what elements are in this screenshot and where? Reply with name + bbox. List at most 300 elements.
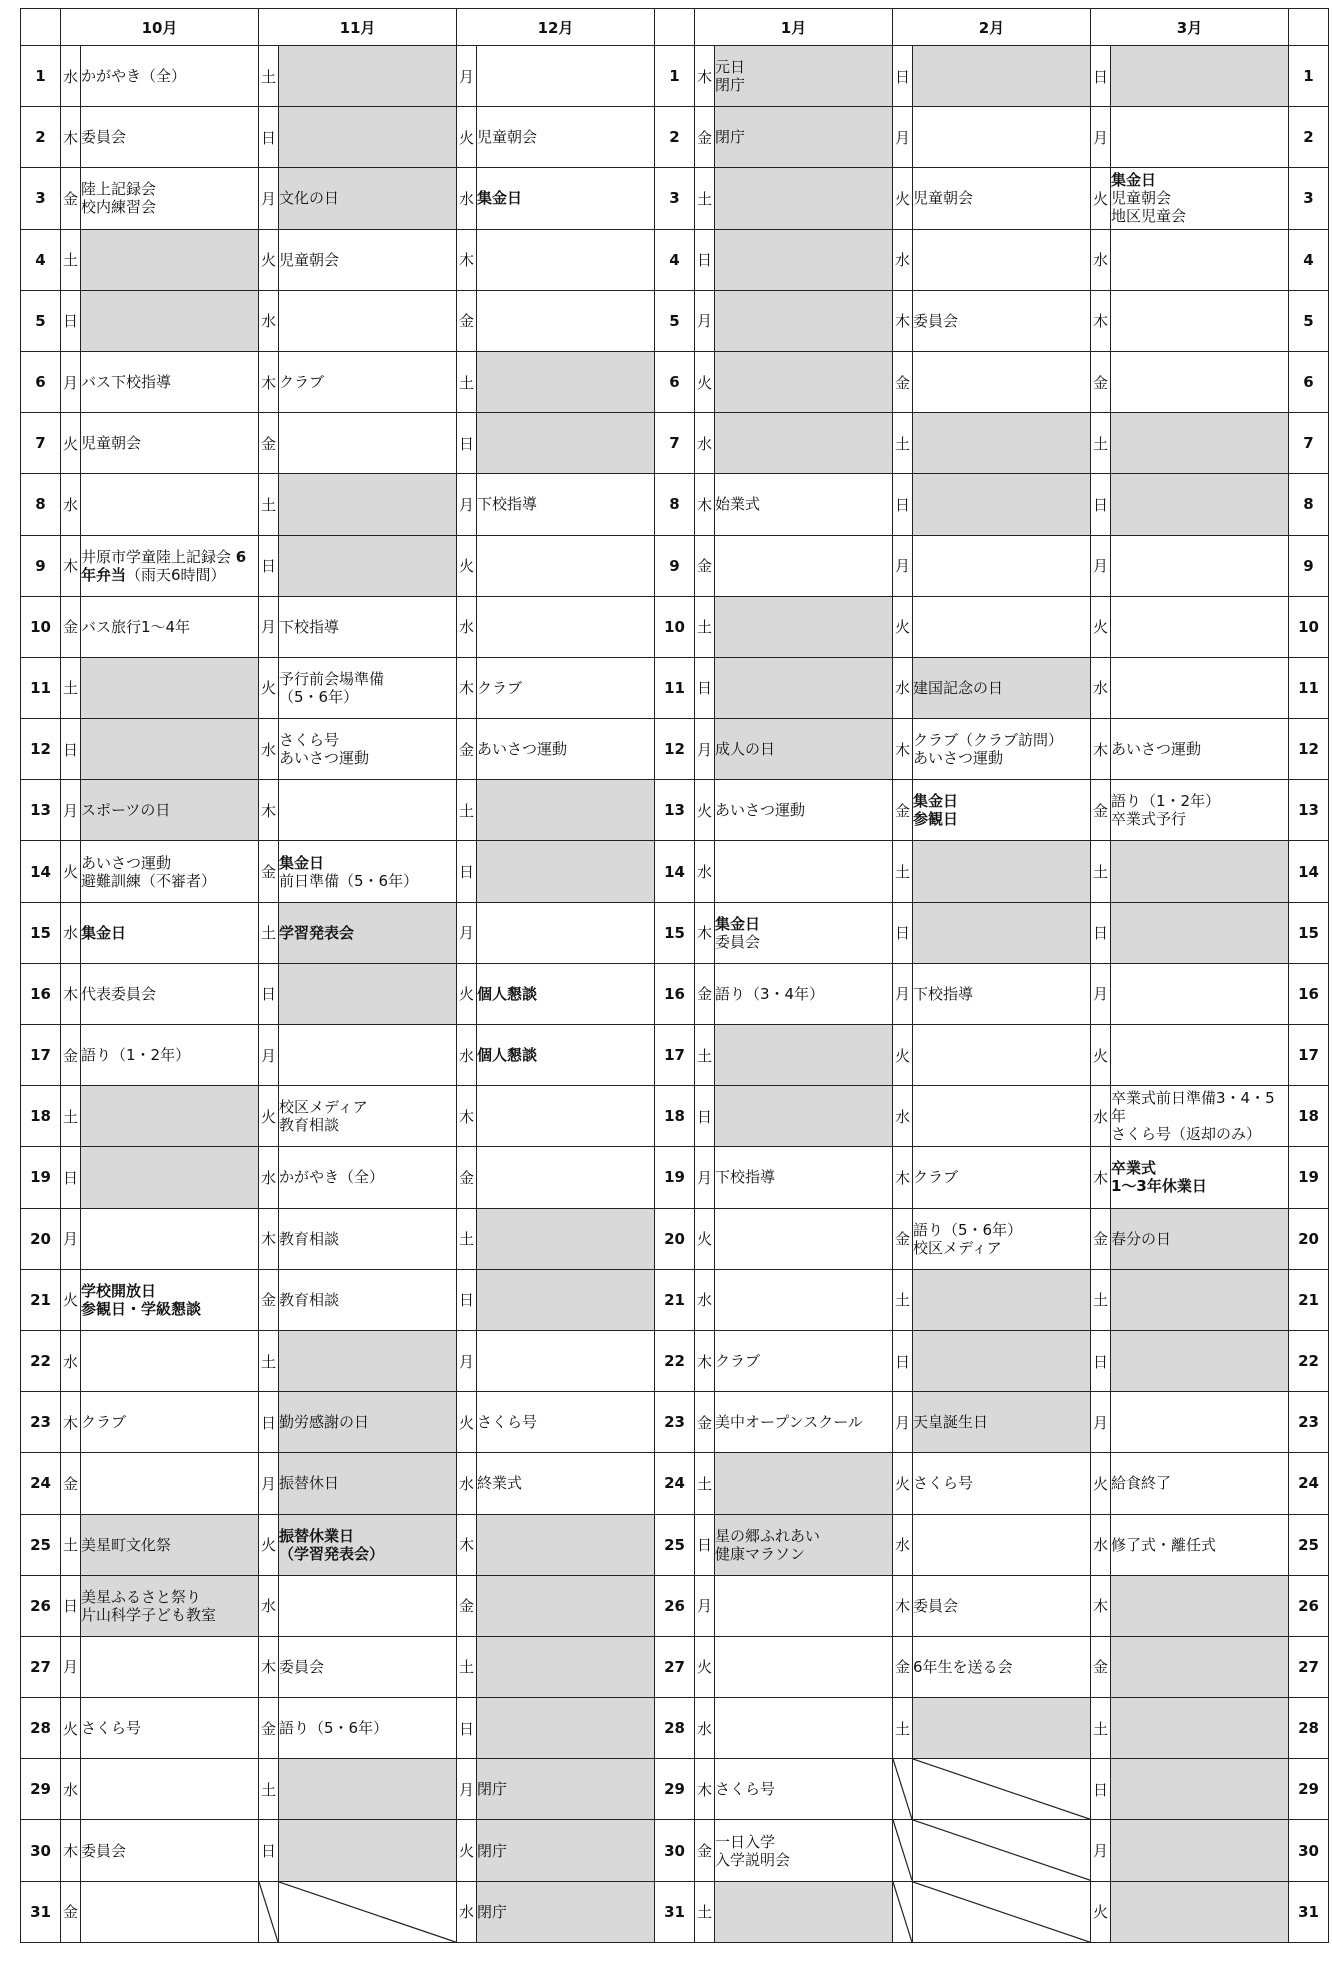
event-text: クラブ	[279, 373, 325, 392]
event-line	[715, 58, 892, 76]
calendar-row	[21, 780, 1329, 841]
weekday: 日	[457, 1698, 477, 1759]
day-events	[913, 46, 1091, 107]
calendar-row	[21, 1514, 1329, 1575]
no-date-strike	[893, 1882, 912, 1942]
day-number: 8	[655, 474, 695, 535]
day-number: 22	[655, 1330, 695, 1391]
day-number: 13	[21, 780, 61, 841]
event-line	[715, 1780, 892, 1798]
weekday: 金	[893, 1208, 913, 1269]
weekday: 木	[695, 1759, 715, 1820]
day-number: 31	[21, 1881, 61, 1942]
day-events	[81, 1881, 259, 1942]
event-line	[715, 495, 892, 513]
event-line	[279, 1658, 456, 1676]
weekday: 金	[457, 1147, 477, 1208]
event-text: さくら号	[477, 1413, 538, 1432]
weekday: 月	[457, 1759, 477, 1820]
day-events	[279, 719, 457, 780]
day-events	[913, 1575, 1091, 1636]
weekday: 土	[695, 168, 715, 229]
weekday: 水	[893, 657, 913, 718]
strike-line	[893, 1820, 912, 1880]
event-text: 教育相談	[279, 1116, 340, 1135]
day-number: 22	[1289, 1330, 1329, 1391]
event-text: 陸上記録会	[81, 180, 157, 199]
day-events	[913, 1392, 1091, 1453]
day-events	[81, 1392, 259, 1453]
day-number: 23	[1289, 1392, 1329, 1453]
day-events	[477, 596, 655, 657]
day-events	[81, 657, 259, 718]
event-text: 閉庁	[715, 76, 746, 95]
weekday: 土	[893, 413, 913, 474]
event-text: 児童朝会	[81, 434, 142, 453]
day-events	[1111, 963, 1289, 1024]
event-text: 下校指導	[715, 1168, 776, 1187]
calendar-row	[21, 657, 1329, 718]
weekday: 水	[61, 46, 81, 107]
weekday: 金	[695, 1820, 715, 1881]
event-text: あいさつ運動	[913, 749, 1004, 768]
weekday: 金	[61, 1025, 81, 1086]
weekday: 日	[695, 657, 715, 718]
day-number: 13	[1289, 780, 1329, 841]
day-events	[477, 107, 655, 168]
event-line	[81, 198, 258, 216]
event-text: 閉庁	[477, 1780, 508, 1799]
day-events	[279, 1514, 457, 1575]
day-events	[1111, 107, 1289, 168]
event-line	[279, 872, 456, 890]
day-events	[715, 1392, 893, 1453]
weekday: 金	[1091, 1208, 1111, 1269]
day-events	[913, 1086, 1091, 1147]
day-events	[715, 1453, 893, 1514]
weekday: 火	[695, 351, 715, 412]
weekday: 水	[695, 841, 715, 902]
event-line	[477, 1780, 654, 1798]
weekday: 水	[61, 1330, 81, 1391]
calendar-row	[21, 1086, 1329, 1147]
weekday: 金	[1091, 780, 1111, 841]
event-line	[715, 1851, 892, 1869]
header-corner	[655, 9, 695, 46]
day-number: 16	[21, 963, 61, 1024]
event-line	[279, 731, 456, 749]
weekday: 土	[1091, 1698, 1111, 1759]
weekday: 木	[695, 474, 715, 535]
event-line	[715, 933, 892, 951]
day-events	[715, 1086, 893, 1147]
event-text: 学校開放日	[81, 1281, 157, 1300]
event-text: 成人の日	[715, 740, 776, 759]
weekday: 土	[695, 1025, 715, 1086]
day-number: 9	[1289, 535, 1329, 596]
day-events	[279, 168, 457, 229]
day-events	[279, 1759, 457, 1820]
event-line	[1111, 171, 1288, 189]
event-line	[715, 985, 892, 1003]
day-events	[81, 229, 259, 290]
weekday: 金	[893, 780, 913, 841]
no-date-weekday	[259, 1881, 279, 1942]
event-line	[81, 1046, 258, 1064]
day-events	[715, 1636, 893, 1697]
event-line	[279, 189, 456, 207]
day-events	[715, 841, 893, 902]
day-events	[81, 1025, 259, 1086]
event-line	[1111, 1474, 1288, 1492]
event-text: 委員会	[81, 1841, 127, 1860]
day-events	[477, 1453, 655, 1514]
day-events	[1111, 780, 1289, 841]
weekday: 月	[61, 1636, 81, 1697]
event-line	[81, 872, 258, 890]
no-date-weekday	[893, 1759, 913, 1820]
day-events	[913, 229, 1091, 290]
event-text: 1～3年休業日	[1111, 1177, 1207, 1196]
event-text: 委員会	[81, 128, 127, 147]
no-date-strike	[893, 1759, 912, 1819]
weekday: 金	[695, 107, 715, 168]
weekday: 日	[1091, 902, 1111, 963]
event-text: 美星ふるさと祭り	[81, 1587, 202, 1606]
day-events	[477, 535, 655, 596]
day-events	[81, 1453, 259, 1514]
day-events	[913, 1025, 1091, 1086]
day-number: 11	[1289, 657, 1329, 718]
day-events	[477, 963, 655, 1024]
weekday: 火	[457, 535, 477, 596]
day-events	[279, 1269, 457, 1330]
day-events	[913, 290, 1091, 351]
weekday: 日	[259, 107, 279, 168]
weekday: 木	[61, 1820, 81, 1881]
weekday: 日	[1091, 1330, 1111, 1391]
strike-line	[893, 1759, 912, 1819]
weekday: 土	[61, 1086, 81, 1147]
event-line	[1111, 189, 1288, 207]
day-events	[81, 1269, 259, 1330]
day-number: 21	[21, 1269, 61, 1330]
event-text: 卒業式	[1111, 1159, 1157, 1178]
day-events	[279, 1453, 457, 1514]
day-events	[913, 168, 1091, 229]
day-number: 2	[1289, 107, 1329, 168]
event-text: （雨天6時間）	[126, 565, 226, 584]
day-events	[1111, 596, 1289, 657]
day-number: 25	[1289, 1514, 1329, 1575]
event-line	[279, 924, 456, 942]
weekday: 日	[695, 1086, 715, 1147]
event-line	[81, 1842, 258, 1860]
event-line	[279, 1474, 456, 1492]
no-date-weekday	[893, 1820, 913, 1881]
weekday: 日	[457, 1269, 477, 1330]
event-text: 閉庁	[477, 1902, 508, 1921]
day-events	[81, 841, 259, 902]
day-events	[477, 780, 655, 841]
day-events	[477, 1086, 655, 1147]
event-text: 集金日	[477, 189, 523, 208]
day-events	[477, 1330, 655, 1391]
day-events	[913, 1269, 1091, 1330]
event-text: 元日	[715, 58, 746, 77]
day-events	[1111, 1575, 1289, 1636]
day-events	[715, 719, 893, 780]
weekday: 日	[259, 535, 279, 596]
day-number: 17	[655, 1025, 695, 1086]
event-text: 校区メディア	[913, 1238, 1002, 1257]
weekday: 月	[1091, 535, 1111, 596]
day-events	[1111, 168, 1289, 229]
event-line	[913, 312, 1090, 330]
day-events	[279, 351, 457, 412]
event-line	[715, 740, 892, 758]
day-number: 29	[655, 1759, 695, 1820]
day-number: 28	[1289, 1698, 1329, 1759]
weekday: 金	[61, 596, 81, 657]
day-events	[477, 1636, 655, 1697]
weekday: 木	[61, 107, 81, 168]
event-line	[1111, 792, 1288, 810]
day-number: 12	[1289, 719, 1329, 780]
day-events	[913, 780, 1091, 841]
day-number: 31	[655, 1881, 695, 1942]
event-text: 語り（1・2年）	[81, 1046, 191, 1065]
day-events	[477, 841, 655, 902]
no-date-strike	[913, 1882, 1090, 1942]
no-date-events	[913, 1820, 1091, 1881]
event-text: 一日入学	[715, 1832, 776, 1851]
event-text: 入学説明会	[715, 1850, 791, 1869]
weekday: 水	[1091, 1514, 1111, 1575]
day-number: 15	[1289, 902, 1329, 963]
weekday: 金	[695, 963, 715, 1024]
weekday: 土	[457, 351, 477, 412]
event-line	[913, 1597, 1090, 1615]
weekday: 日	[259, 963, 279, 1024]
event-line	[81, 1282, 258, 1300]
event-line	[1111, 1177, 1288, 1195]
event-line	[279, 1291, 456, 1309]
event-text: さくら号	[913, 1474, 974, 1493]
event-text: 個人懇談	[477, 984, 538, 1003]
event-text: 振替休日	[279, 1474, 340, 1493]
event-text: バス下校指導	[81, 373, 172, 392]
weekday: 金	[695, 1392, 715, 1453]
weekday: 木	[61, 1392, 81, 1453]
day-number: 14	[21, 841, 61, 902]
event-text: 校内練習会	[81, 198, 157, 217]
day-number: 18	[21, 1086, 61, 1147]
event-text: 健康マラソン	[715, 1544, 806, 1563]
event-line	[279, 1116, 456, 1134]
day-events	[715, 596, 893, 657]
weekday: 火	[259, 1086, 279, 1147]
weekday: 土	[259, 902, 279, 963]
event-text: さくら号	[279, 731, 340, 750]
event-line	[477, 1413, 654, 1431]
weekday: 日	[1091, 46, 1111, 107]
weekday: 木	[893, 1147, 913, 1208]
day-events	[715, 168, 893, 229]
event-text: 修了式・離任式	[1111, 1535, 1217, 1554]
event-line	[81, 801, 258, 819]
calendar-row	[21, 1636, 1329, 1697]
day-events	[81, 596, 259, 657]
weekday: 月	[695, 719, 715, 780]
event-line	[81, 373, 258, 391]
weekday: 木	[893, 290, 913, 351]
day-events	[279, 1025, 457, 1086]
weekday: 日	[893, 46, 913, 107]
weekday: 木	[259, 1636, 279, 1697]
weekday: 火	[893, 596, 913, 657]
day-events	[1111, 1636, 1289, 1697]
day-events	[1111, 1208, 1289, 1269]
event-text: 集金日	[715, 914, 761, 933]
event-line	[81, 854, 258, 872]
event-line	[81, 548, 258, 584]
event-text: 参観日・学級懇談	[81, 1299, 202, 1318]
day-events	[81, 1147, 259, 1208]
day-events	[81, 1698, 259, 1759]
event-line	[81, 1300, 258, 1318]
event-text: 勤労感謝の日	[279, 1413, 370, 1432]
weekday: 火	[1091, 596, 1111, 657]
weekday: 木	[1091, 1575, 1111, 1636]
event-text: あいさつ運動	[477, 740, 568, 759]
weekday: 水	[259, 1147, 279, 1208]
strike-line	[259, 1882, 278, 1942]
event-text: 給食終了	[1111, 1474, 1172, 1493]
calendar-table	[20, 8, 1329, 1943]
day-number: 19	[21, 1147, 61, 1208]
event-line	[279, 1098, 456, 1116]
event-text: 集金日	[81, 923, 127, 942]
day-events	[81, 413, 259, 474]
calendar-row	[21, 1025, 1329, 1086]
weekday: 水	[61, 902, 81, 963]
day-number: 5	[1289, 290, 1329, 351]
day-events	[1111, 1881, 1289, 1942]
weekday: 月	[457, 1330, 477, 1391]
day-number: 7	[655, 413, 695, 474]
weekday: 水	[893, 1514, 913, 1575]
day-number: 5	[655, 290, 695, 351]
weekday: 木	[1091, 1147, 1111, 1208]
event-text: 予行前会場準備	[279, 669, 385, 688]
no-date-strike	[259, 1882, 278, 1942]
weekday: 木	[695, 46, 715, 107]
event-text: （学習発表会）	[279, 1544, 385, 1563]
day-events	[715, 902, 893, 963]
weekday: 水	[457, 596, 477, 657]
event-text: 児童朝会	[913, 189, 974, 208]
day-events	[279, 1330, 457, 1391]
day-events	[81, 46, 259, 107]
event-line	[81, 180, 258, 198]
calendar-row	[21, 1147, 1329, 1208]
calendar-row	[21, 413, 1329, 474]
event-text: クラブ	[477, 678, 523, 697]
day-events	[715, 1881, 893, 1942]
day-events	[279, 657, 457, 718]
day-events	[279, 1208, 457, 1269]
day-events	[1111, 719, 1289, 780]
day-events	[1111, 1147, 1289, 1208]
event-text: 学習発表会	[279, 923, 355, 942]
event-text: 春分の日	[1111, 1229, 1172, 1248]
day-events	[81, 290, 259, 351]
event-line	[1111, 1536, 1288, 1554]
day-number: 26	[21, 1575, 61, 1636]
event-line	[279, 1230, 456, 1248]
day-events	[913, 1208, 1091, 1269]
day-events	[1111, 46, 1289, 107]
event-text: 美星町文化祭	[81, 1535, 172, 1554]
calendar-row	[21, 1820, 1329, 1881]
event-line	[913, 1658, 1090, 1676]
day-events	[715, 1698, 893, 1759]
day-events	[715, 535, 893, 596]
weekday: 水	[457, 1025, 477, 1086]
event-line	[1111, 207, 1288, 225]
day-events	[477, 229, 655, 290]
day-events	[81, 963, 259, 1024]
weekday: 土	[259, 1330, 279, 1391]
day-events	[913, 1147, 1091, 1208]
day-events	[477, 1025, 655, 1086]
day-events	[1111, 351, 1289, 412]
weekday: 金	[1091, 1636, 1111, 1697]
day-number: 19	[655, 1147, 695, 1208]
event-line	[1111, 810, 1288, 828]
day-events	[477, 1881, 655, 1942]
day-events	[81, 780, 259, 841]
day-events	[1111, 1514, 1289, 1575]
day-number: 10	[21, 596, 61, 657]
event-text: さくら号	[715, 1780, 776, 1799]
weekday: 日	[61, 1575, 81, 1636]
weekday: 日	[1091, 474, 1111, 535]
weekday: 月	[61, 1208, 81, 1269]
calendar-row	[21, 1575, 1329, 1636]
event-line	[913, 985, 1090, 1003]
month-header: 1月	[695, 9, 893, 46]
event-line	[477, 495, 654, 513]
day-number: 13	[655, 780, 695, 841]
day-events	[279, 1086, 457, 1147]
day-number: 27	[655, 1636, 695, 1697]
day-events	[913, 1453, 1091, 1514]
event-line	[477, 985, 654, 1003]
weekday: 木	[61, 535, 81, 596]
event-text: 地区児童会	[1111, 207, 1187, 226]
weekday: 土	[61, 1514, 81, 1575]
event-text: 避難訓練（不審者）	[81, 871, 217, 890]
weekday: 木	[259, 351, 279, 412]
weekday: 土	[61, 229, 81, 290]
weekday: 木	[695, 902, 715, 963]
day-events	[279, 1575, 457, 1636]
weekday: 火	[1091, 1881, 1111, 1942]
day-number: 27	[1289, 1636, 1329, 1697]
weekday: 水	[893, 1086, 913, 1147]
